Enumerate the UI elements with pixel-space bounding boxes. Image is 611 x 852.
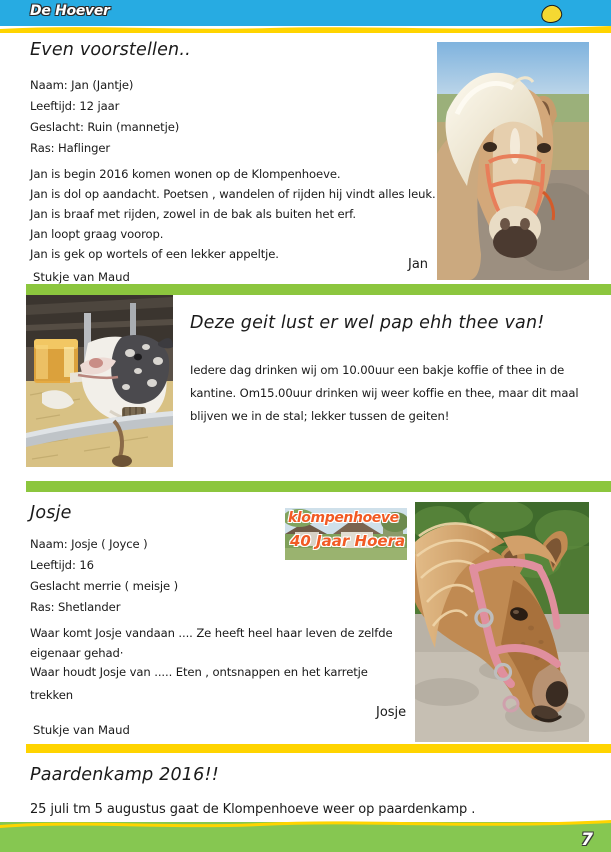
article-jan-photo	[437, 42, 589, 280]
article-geit-photo	[26, 295, 173, 467]
article-jan-paragraph-line: Jan is begin 2016 komen wonen op de Klompenhoeve.	[30, 167, 341, 181]
article-josje-photo	[415, 502, 589, 742]
article-josje-signature: Stukje van Maud	[33, 723, 130, 737]
article-jan-fact: Leeftijd: 12 jaar	[30, 99, 120, 113]
article-josje-fact: Leeftijd: 16	[30, 558, 94, 572]
section-divider-yellow	[26, 744, 611, 753]
article-geit-paragraph-line: kantine. Om15.00uur drinken wij weer koffie en thee, maar dit maal	[190, 386, 579, 400]
article-geit-paragraph-line: blijven we in de stal; lekker tussen de geiten!	[190, 409, 450, 423]
article-geit-title: Deze geit lust er wel pap ehh thee van!	[190, 313, 545, 333]
article-josje-paragraph-line: Waar houdt Josje van ..... Eten , ontsnappen en het karretje	[30, 665, 368, 679]
page-number: 7	[581, 830, 593, 850]
article-jan-signature: Stukje van Maud	[33, 270, 130, 284]
article-josje-paragraph-line: Waar komt Josje vandaan .... Ze heeft heel haar leven de zelfde	[30, 626, 393, 640]
footer-yellow-wave	[0, 814, 611, 830]
article-josje-title: Josje	[30, 503, 72, 523]
paardenkamp-text: 25 juli tm 5 augustus gaat de Klompenhoeve weer op paardenkamp .	[30, 802, 476, 817]
article-jan-fact: Naam: Jan (Jantje)	[30, 78, 134, 92]
article-jan-photo-caption: Jan	[408, 257, 429, 272]
section-divider-green	[26, 481, 611, 492]
article-jan-paragraph-line: Jan is braaf met rijden, zowel in de bak als buiten het erf.	[30, 207, 356, 221]
article-josje-fact: Geslacht merrie ( meisje )	[30, 579, 179, 593]
klompenhoeve-logo	[285, 508, 407, 560]
article-jan-title: Even voorstellen..	[30, 40, 191, 60]
article-josje-paragraph-line: trekken	[30, 688, 73, 702]
logo-line-1: klompenhoeve	[288, 510, 399, 526]
article-jan-fact: Ras: Haflinger	[30, 141, 111, 155]
header-yellow-wave	[0, 23, 611, 33]
article-jan-paragraph-line: Jan is gek op wortels of een lekker appeltje.	[30, 247, 279, 261]
paardenkamp-title: Paardenkamp 2016!!	[30, 765, 219, 785]
article-jan-fact: Geslacht: Ruin (mannetje)	[30, 120, 180, 134]
article-josje-fact: Naam: Josje ( Joyce )	[30, 537, 148, 551]
article-jan-paragraph-line: Jan is dol op aandacht. Poetsen , wandelen of rijden hij vindt alles leuk.	[30, 187, 436, 201]
article-josje-photo-caption: Josje	[376, 705, 407, 720]
section-divider-green	[26, 284, 611, 295]
logo-line-2: 40 Jaar Hoera	[290, 532, 406, 550]
page-header-title: De Hoever	[30, 3, 110, 19]
article-josje-paragraph-line: eigenaar gehad·	[30, 646, 124, 660]
article-jan-paragraph-line: Jan loopt graag voorop.	[30, 227, 164, 241]
article-josje-fact: Ras: Shetlander	[30, 600, 121, 614]
article-geit-paragraph-line: Iedere dag drinken wij om 10.00uur een bakje koffie of thee in de	[190, 363, 565, 377]
